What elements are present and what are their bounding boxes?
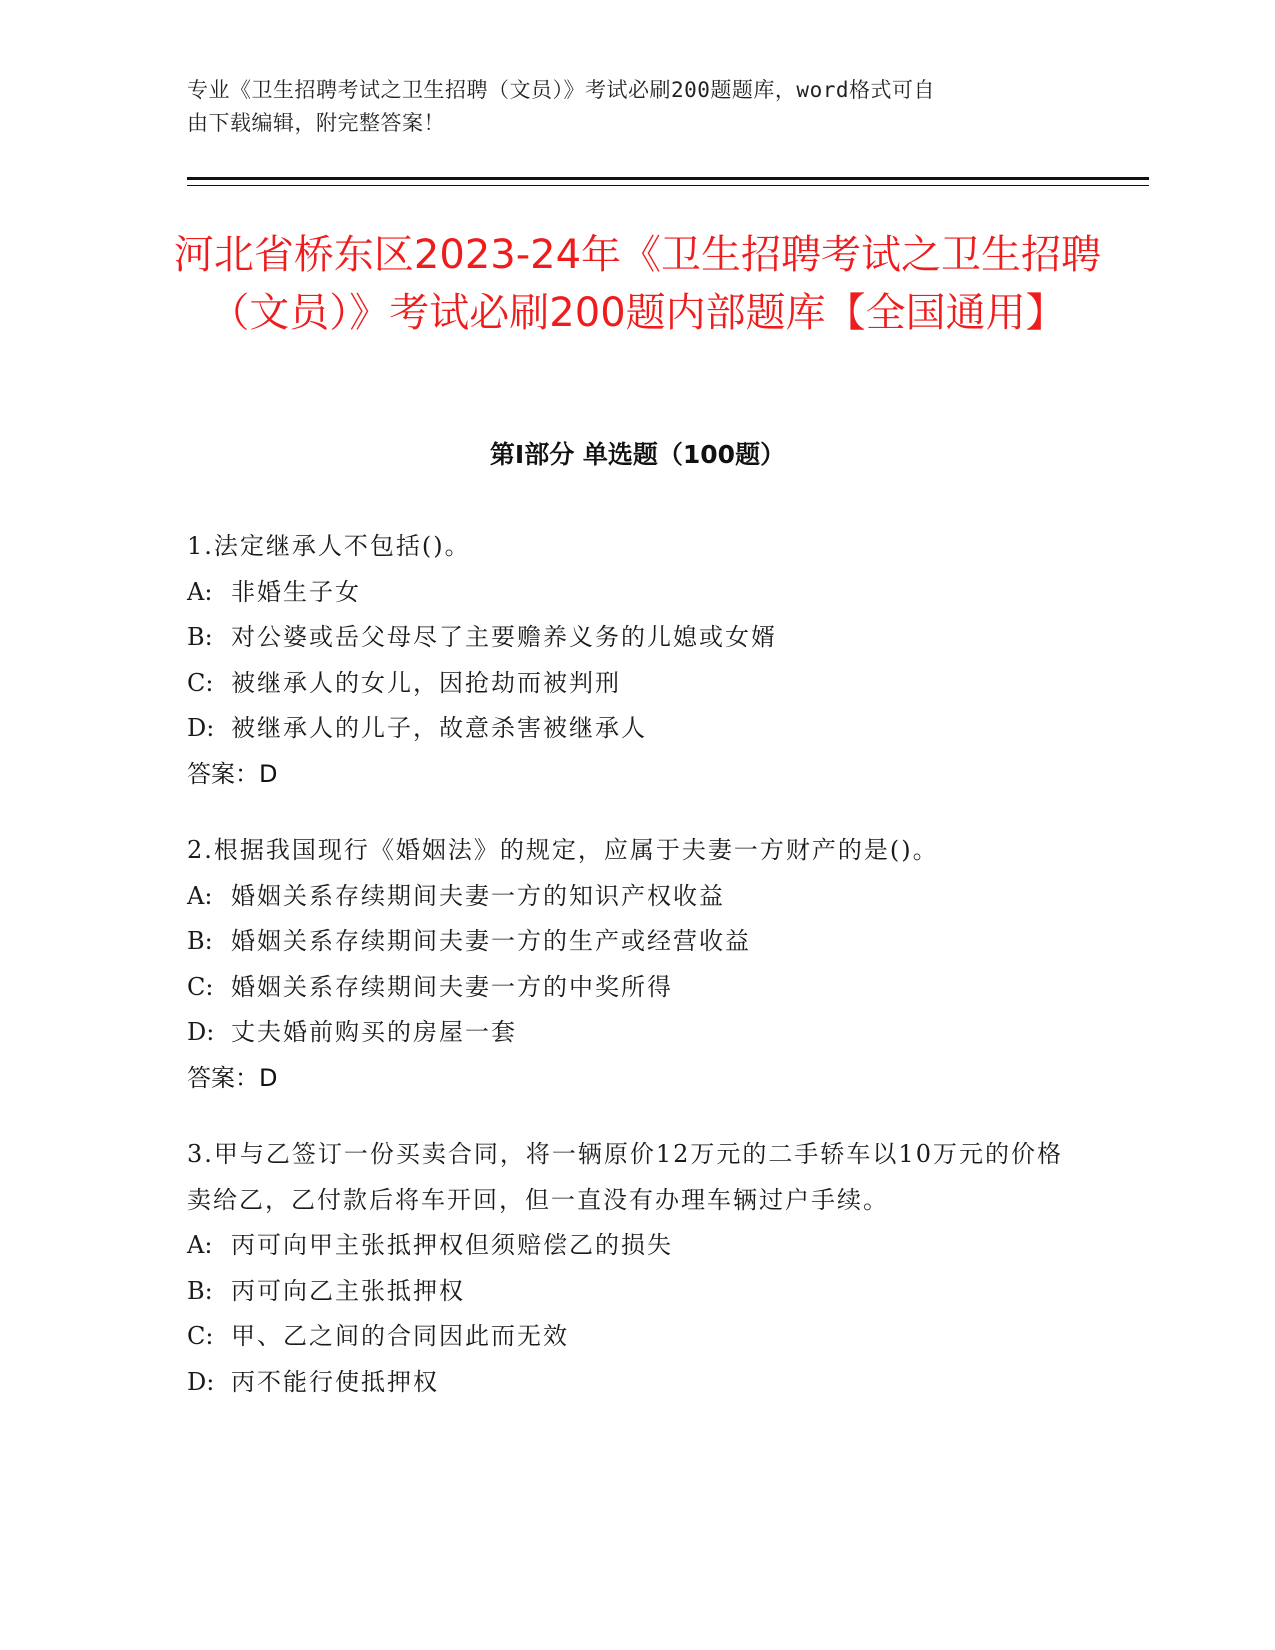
option-key: B:: [187, 1276, 213, 1305]
option-text: 对公婆或岳父母尽了主要赡养义务的儿媳或女婿: [231, 623, 777, 651]
option-text: 丙可向甲主张抵押权但须赔偿乙的损失: [231, 1231, 673, 1259]
option-text: 婚姻关系存续期间夫妻一方的生产或经营收益: [231, 927, 751, 955]
document-title: 河北省桥东区2023-24年《卫生招聘考试之卫生招聘（文员）》考试必刷200题内部题库【全国通用】: [173, 232, 1102, 336]
option-key: D:: [187, 714, 215, 742]
option-a: [187, 874, 1087, 920]
question-3: [187, 1132, 1087, 1405]
option-text: 丈夫婚前购买的房屋一套: [231, 1018, 517, 1046]
option-b: [187, 1269, 1087, 1315]
header-note: [187, 74, 1067, 140]
option-key: B:: [187, 623, 213, 651]
option-key: C:: [187, 1322, 214, 1350]
option-key: A:: [187, 881, 213, 910]
option-text: 非婚生子女: [231, 577, 361, 606]
option-key: A:: [187, 577, 213, 606]
option-key: D:: [187, 1367, 215, 1396]
option-text: 丙不能行使抵押权: [231, 1367, 439, 1396]
option-d: [187, 706, 1087, 752]
option-d: [187, 1010, 1087, 1056]
option-key: B:: [187, 927, 213, 955]
answer-line: 答案：D: [187, 759, 278, 788]
question-list: [187, 524, 1087, 1436]
section-heading: 第I部分 单选题（100题）: [489, 440, 786, 469]
question-1: [187, 524, 1087, 797]
option-key: C:: [187, 668, 214, 697]
option-b: [187, 615, 1087, 661]
question-stem: 1.法定继承人不包括()。: [187, 532, 471, 560]
option-text: 被继承人的女儿，因抢劫而被判刑: [231, 668, 621, 697]
header-note-line-1: 专业《卫生招聘考试之卫生招聘（文员）》考试必刷200题题库，word格式可自: [187, 78, 935, 102]
option-c: [187, 661, 1087, 707]
option-text: 甲、乙之间的合同因此而无效: [231, 1322, 569, 1350]
option-key: D:: [187, 1018, 215, 1046]
option-text: 丙可向乙主张抵押权: [231, 1276, 465, 1305]
option-b: [187, 919, 1087, 965]
question-stem: 2.根据我国现行《婚姻法》的规定，应属于夫妻一方财产的是()。: [187, 836, 939, 864]
option-text: 被继承人的儿子，故意杀害被继承人: [231, 714, 647, 742]
option-text: 婚姻关系存续期间夫妻一方的中奖所得: [231, 972, 673, 1001]
option-c: [187, 965, 1087, 1011]
header-rule-thick: [187, 177, 1149, 180]
answer-line: 答案：D: [187, 1063, 278, 1092]
option-a: [187, 570, 1087, 616]
option-a: [187, 1223, 1087, 1269]
header-note-line-2: 由下载编辑，附完整答案！: [187, 111, 445, 135]
option-d: [187, 1360, 1087, 1406]
option-c: [187, 1314, 1087, 1360]
option-text: 婚姻关系存续期间夫妻一方的知识产权收益: [231, 881, 725, 910]
header-rule-thin: [187, 185, 1149, 186]
question-stem: 3.甲与乙签订一份买卖合同，将一辆原价12万元的二手轿车以10万元的价格卖给乙，乙付款后将车开回，但一直没有办理车辆过户手续。: [187, 1140, 1063, 1214]
option-key: A:: [187, 1231, 213, 1259]
option-key: C:: [187, 972, 214, 1001]
question-2: [187, 828, 1087, 1101]
